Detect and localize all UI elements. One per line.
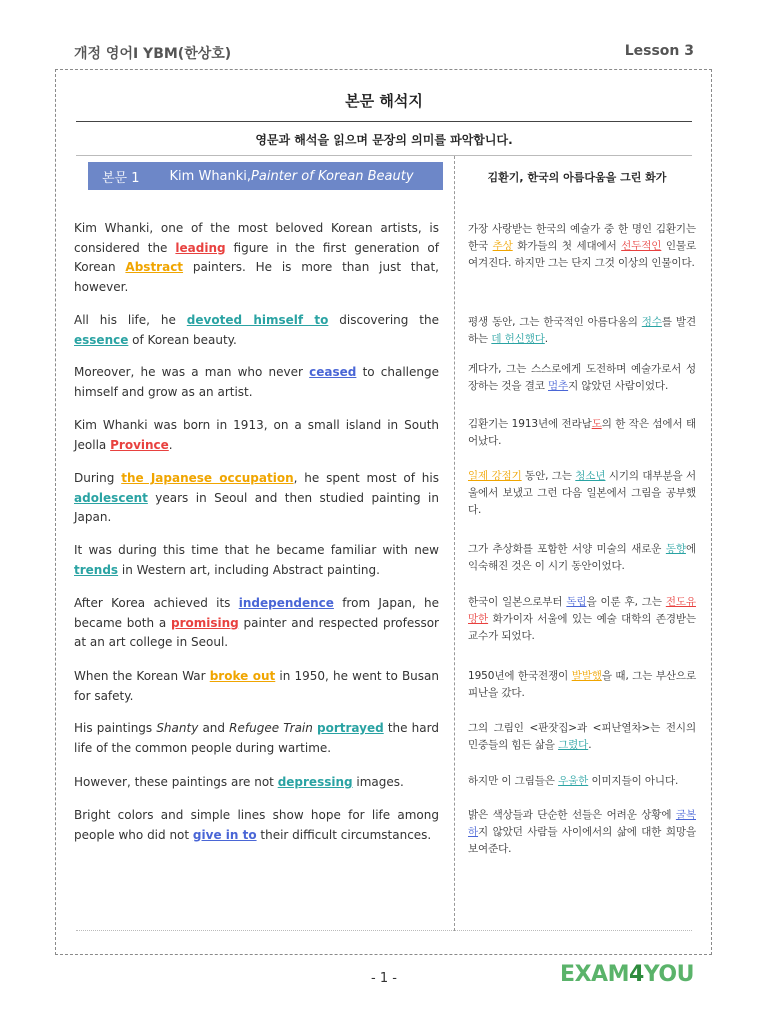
korean-paragraph: 그가 추상화를 포함한 서양 미술의 새로운 동향에 익숙해진 것은 이 시기 동안이었다. — [468, 543, 696, 572]
lesson-name: Kim Whanki, — [169, 168, 252, 184]
vocab-word: independence — [238, 596, 334, 610]
vocab-meaning: 청소년 — [575, 470, 606, 482]
vocab-word: ceased — [309, 365, 357, 379]
column-divider — [454, 156, 455, 931]
vocab-word: portrayed — [317, 721, 384, 735]
vocab-meaning: 독립 — [566, 596, 587, 608]
korean-paragraph: 가장 사랑받는 한국의 예술가 중 한 명인 김환기는 한국 추상 화가들의 첫 세대에서 선두적인 인물로 여겨진다. 하지만 그는 단지 그것 이상의 인물이다. — [468, 223, 696, 269]
vocab-word: essence — [74, 332, 129, 347]
lesson-title-box — [88, 162, 443, 190]
title-rule — [76, 121, 692, 122]
korean-paragraph: 일제 강점기 동안, 그는 청소년 시기의 대부분을 서울에서 보냈고 그런 다음 일본에서 그림을 공부했다. — [468, 470, 697, 516]
brand-logo: EXAM4YOU — [560, 962, 694, 987]
vocab-word: promising — [170, 615, 239, 630]
vocab-word: the Japanese occupation — [121, 471, 294, 485]
vocab-meaning: 그렸다 — [558, 739, 589, 751]
korean-paragraph: 게다가, 그는 스스로에게 도전하며 예술가로서 성장하는 것을 결코 멈추지 않았던 사람이었다. — [468, 363, 696, 392]
english-paragraph: All his life, he devoted himself to discovering the essence of Korean beauty. — [74, 313, 439, 347]
vocab-meaning: 일제 강점기 — [468, 470, 522, 482]
vocab-word: leading — [175, 240, 226, 255]
lesson-name-italic: Painter of Korean Beauty — [251, 168, 414, 184]
english-paragraph: During the Japanese occupation, he spent most of his adolescent years in Seoul and then studied painting in Japan. — [74, 471, 439, 524]
vocab-meaning: 정수 — [641, 316, 662, 328]
korean-paragraph: 하지만 이 그림들은 우울한 이미지들이 아니다. — [468, 775, 679, 787]
vocab-meaning: 선두적인 — [621, 240, 662, 252]
korean-paragraph: 그의 그림인 <판잣집>과 <피난열차>는 전시의 민중들의 힘든 삶을 그렸다. — [468, 722, 696, 751]
vocab-meaning: 전도유망한 — [468, 596, 696, 625]
vocab-word: broke out — [209, 669, 276, 683]
vocab-meaning: 도 — [591, 418, 602, 430]
english-paragraph: When the Korean War broke out in 1950, he went to Busan for safety. — [74, 669, 440, 703]
english-paragraph: Bright colors and simple lines show hope for life among people who did not give in to their difficult circumstances. — [74, 808, 439, 842]
vocab-word: depressing — [277, 775, 353, 789]
english-paragraph: Kim Whanki was born in 1913, on a small island in South Jeolla Province. — [74, 418, 439, 452]
vocab-word: Province — [110, 437, 169, 452]
korean-paragraph: 1950년에 한국전쟁이 발발했을 때, 그는 부산으로 피난을 갔다. — [468, 670, 696, 699]
header-right: Lesson 3 — [624, 43, 694, 59]
vocab-meaning: 멈추 — [548, 380, 569, 392]
vocab-meaning: 발발했 — [571, 670, 602, 682]
vocab-meaning: 굴복하 — [468, 809, 696, 838]
vocab-word: devoted himself to — [186, 313, 329, 327]
page-subtitle: 영문과 해석을 읽으며 문장의 의미를 파악합니다. — [255, 133, 513, 147]
vocab-meaning: 추상 — [492, 240, 513, 252]
vocab-meaning: 데 헌신했다 — [491, 333, 545, 345]
vocab-meaning: 동향 — [665, 543, 686, 555]
header-left: 개정 영어I YBM(한상호) — [74, 46, 232, 62]
korean-paragraph: 김환기는 1913년에 전라남도의 한 작은 섬에서 태어났다. — [468, 418, 697, 447]
page-title: 본문 해석지 — [345, 92, 423, 110]
english-paragraph: Moreover, he was a man who never ceased to challenge himself and grow as an artist. — [74, 365, 440, 399]
korean-paragraph: 평생 동안, 그는 한국적인 아름다움의 정수를 발견하는 데 헌신했다. — [468, 316, 696, 345]
english-paragraph: It was during this time that he became familiar with new trends in Western art, including Abstract painting. — [74, 543, 439, 577]
korean-paragraph: 밝은 색상들과 단순한 선들은 어려운 상황에 굴복하지 않았던 사람들 사이에서의 삶에 대한 희망을 보여준다. — [468, 809, 696, 855]
korean-title: 김환기, 한국의 아름다움을 그린 화가 — [487, 171, 667, 184]
vocab-word: adolescent — [74, 490, 148, 505]
vocab-word: Abstract — [125, 260, 184, 274]
page-number: - 1 - — [371, 971, 397, 986]
lesson-number: 본문 1 — [102, 170, 140, 186]
english-paragraph: After Korea achieved its independence from Japan, he became both a promising painter and respected professor at an art college in Seoul. — [74, 596, 440, 649]
vocab-word: trends — [74, 562, 119, 577]
english-paragraph: Kim Whanki, one of the most beloved Korean artists, is considered the leading figure in the first generation of Korean Abstract painters. He is more than just that, however. — [74, 221, 439, 294]
bottom-divider — [76, 930, 692, 931]
vocab-word: give in to — [192, 827, 257, 842]
english-paragraph: However, these paintings are not depressing images. — [74, 775, 404, 789]
vocab-meaning: 우울한 — [558, 775, 589, 787]
korean-paragraph: 한국이 일본으로부터 독립을 이룬 후, 그는 전도유망한 화가이자 서울에 있는 예술 대학의 존경받는 교수가 되었다. — [468, 596, 696, 642]
english-paragraph: His paintings Shanty and Refugee Train portrayed the hard life of the common people during wartime. — [74, 721, 439, 755]
header-divider — [76, 155, 692, 156]
